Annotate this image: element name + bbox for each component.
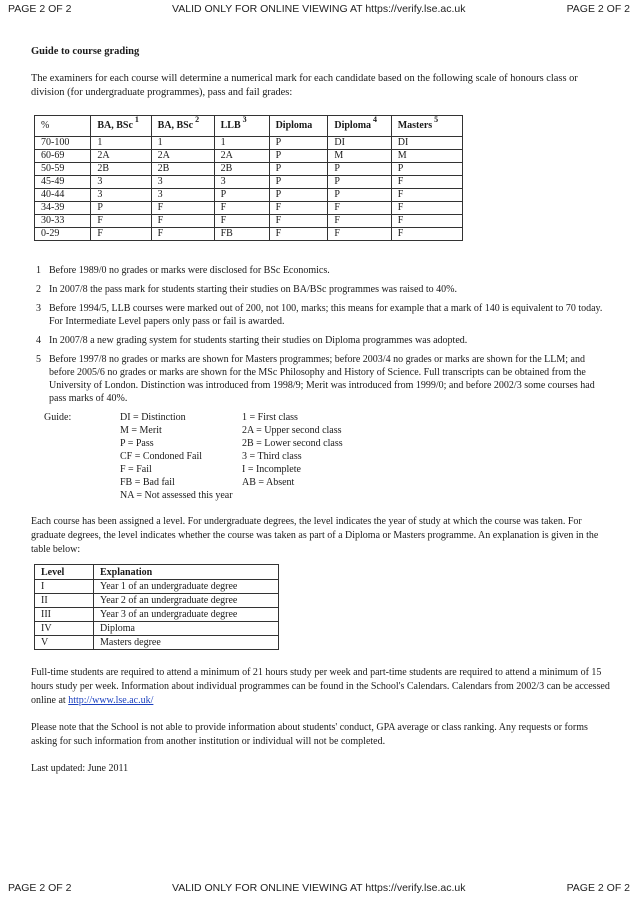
footnote-item	[31, 353, 611, 405]
grade-cell: F	[391, 215, 462, 228]
grade-row	[35, 215, 463, 228]
grade-cell: F	[328, 228, 391, 241]
footnote-text: Before 1989/0 no grades or marks were disclosed for BSc Economics.	[49, 265, 330, 276]
footnote-text: In 2007/8 a new grading system for students starting their studies on Diploma programmes was adopted.	[49, 335, 468, 346]
header-page-number-right: PAGE 2 OF 2	[566, 3, 630, 15]
grade-cell: 45-49	[35, 176, 91, 189]
guide-entry: NA = Not assessed this year	[120, 490, 233, 501]
grade-cell: F	[91, 228, 151, 241]
levels-paragraph: Each course has been assigned a level. For undergraduate degrees, the level indicates the year of study at which the course was taken. For graduate degrees, the level indicates whether the course was taken as part of a Diploma or Masters programme. An explanation is given in the table below:	[31, 516, 599, 555]
level-row	[35, 580, 279, 594]
guide-entry: CF = Condoned Fail	[120, 451, 203, 462]
level-cell: Year 3 of an undergraduate degree	[94, 608, 279, 622]
grade-cell: F	[151, 215, 214, 228]
grade-header-label: BA, BSc	[157, 120, 194, 131]
grade-cell: 30-33	[35, 215, 91, 228]
footnote-marker: 5	[434, 115, 439, 124]
guide-entry: 2B = Lower second class	[242, 438, 343, 449]
grade-cell: P	[328, 163, 391, 176]
grade-header-cell	[214, 116, 269, 137]
grade-cell: 40-44	[35, 189, 91, 202]
grade-cell: F	[391, 176, 462, 189]
grade-row	[35, 228, 463, 241]
grade-header-label: Diploma	[334, 120, 372, 131]
grade-row	[35, 176, 463, 189]
grade-cell: 2B	[151, 163, 214, 176]
grade-cell: P	[214, 189, 269, 202]
grade-cell: 70-100	[35, 137, 91, 150]
footnote-number: 4	[36, 335, 41, 346]
grade-cell: F	[151, 202, 214, 215]
grade-cell: M	[328, 150, 391, 163]
page-header	[0, 3, 638, 17]
study-hours-text: Full-time students are required to attend a minimum of 21 hours study per week and part-time students are required to attend a minimum of 15 hours study per week. Information about individual programmes can be found in the School's Calendars. Calendars from 2002/3 can be accessed online at	[31, 667, 610, 706]
grade-cell: P	[269, 137, 328, 150]
footnote-number: 1	[36, 265, 41, 276]
footer-verification-notice: VALID ONLY FOR ONLINE VIEWING AT https://verify.lse.ac.uk	[172, 882, 466, 894]
footnote-list	[31, 264, 611, 405]
grade-scale-table	[34, 115, 463, 241]
guide-entry: FB = Bad fail	[120, 477, 175, 488]
grade-cell: P	[269, 189, 328, 202]
grade-cell: P	[328, 189, 391, 202]
grade-cell: DI	[391, 137, 462, 150]
guide-entry: 3 = Third class	[242, 451, 302, 462]
grade-cell: 60-69	[35, 150, 91, 163]
study-hours-paragraph	[31, 666, 611, 708]
footnote-marker: 4	[373, 115, 378, 124]
grade-cell: F	[391, 228, 462, 241]
footnote-text: Before 1997/8 no grades or marks are shown for Masters programmes; before 2003/4 no grades or marks are shown for the LLM; and before 2005/6 no grades or marks are shown for the MSc Philosophy and History of Science. Full transcripts can be obtained from the University of London. Distinction was introduced from 1998/9; Merit was introduced from 1999/0; and before 2002/3 some courses had pass marks of 40%.	[49, 354, 595, 404]
footer-page-number-left: PAGE 2 OF 2	[8, 882, 72, 894]
grade-header-label: LLB	[220, 120, 241, 131]
grade-cell: F	[151, 228, 214, 241]
grade-cell: 50-59	[35, 163, 91, 176]
footnote-text: Before 1994/5, LLB courses were marked out of 200, not 100, marks; this means for example that a mark of 140 is equivalent to 70 today. For Intermediate Level papers only pass or fail is awarded.	[49, 303, 603, 327]
grade-cell: 2A	[91, 150, 151, 163]
grade-cell: M	[391, 150, 462, 163]
footnote-number: 5	[36, 354, 41, 365]
guide-label: Guide:	[44, 412, 72, 423]
guide-entry: I = Incomplete	[242, 464, 301, 475]
grade-cell: F	[269, 215, 328, 228]
grade-header-cell	[269, 116, 328, 137]
guide-entry: 2A = Upper second class	[242, 425, 342, 436]
footnote-item	[31, 264, 611, 277]
level-cell: V	[35, 636, 94, 650]
document-body	[31, 45, 611, 776]
level-cell: Diploma	[94, 622, 279, 636]
course-level-table	[34, 564, 279, 650]
level-row	[35, 594, 279, 608]
grade-cell: 0-29	[35, 228, 91, 241]
level-row	[35, 636, 279, 650]
grade-header-cell	[35, 116, 91, 137]
footnote-number: 3	[36, 303, 41, 314]
guide-entry: AB = Absent	[242, 477, 295, 488]
guide-column-class-grades	[242, 411, 343, 489]
guide-entry: M = Merit	[120, 425, 162, 436]
grade-cell: FB	[214, 228, 269, 241]
grade-cell: F	[91, 215, 151, 228]
level-header-cell: Level	[35, 565, 94, 580]
footer-page-number-right: PAGE 2 OF 2	[566, 882, 630, 894]
guide-column-letter-grades	[120, 411, 233, 502]
footnote-item	[31, 283, 611, 296]
level-header-cell: Explanation	[94, 565, 279, 580]
grade-cell: 34-39	[35, 202, 91, 215]
grade-cell: 3	[214, 176, 269, 189]
header-verification-notice: VALID ONLY FOR ONLINE VIEWING AT https://verify.lse.ac.uk	[172, 3, 466, 15]
grade-cell: F	[214, 215, 269, 228]
section-title: Guide to course grading	[31, 46, 140, 57]
footnote-text: In 2007/8 the pass mark for students starting their studies on BA/BSc programmes was raised to 40%.	[49, 284, 457, 295]
grade-header-cell	[391, 116, 462, 137]
grade-row	[35, 189, 463, 202]
grade-cell: 3	[91, 176, 151, 189]
grade-cell: 1	[91, 137, 151, 150]
grade-cell: F	[328, 215, 391, 228]
grade-cell: F	[269, 202, 328, 215]
grade-cell: 1	[214, 137, 269, 150]
guide-entry: F = Fail	[120, 464, 152, 475]
level-cell: II	[35, 594, 94, 608]
grade-cell: F	[391, 202, 462, 215]
grade-row	[35, 150, 463, 163]
grade-row	[35, 137, 463, 150]
grade-cell: 2A	[151, 150, 214, 163]
grade-header-cell	[91, 116, 151, 137]
guide-entry: P = Pass	[120, 438, 154, 449]
level-row	[35, 622, 279, 636]
grade-header-cell	[328, 116, 391, 137]
level-cell: III	[35, 608, 94, 622]
grade-cell: P	[269, 163, 328, 176]
grade-header-label: BA, BSc	[97, 120, 133, 131]
grade-header-label: Diploma	[275, 120, 313, 131]
grade-cell: P	[269, 176, 328, 189]
level-cell: Year 2 of an undergraduate degree	[94, 594, 279, 608]
header-page-number-left: PAGE 2 OF 2	[8, 3, 72, 15]
footnote-marker: 1	[134, 115, 139, 124]
grade-cell: F	[214, 202, 269, 215]
grade-cell: 2B	[214, 163, 269, 176]
grade-row	[35, 202, 463, 215]
level-cell: IV	[35, 622, 94, 636]
level-cell: Masters degree	[94, 636, 279, 650]
grade-cell: F	[269, 228, 328, 241]
footnote-item	[31, 334, 611, 347]
page-footer	[0, 882, 638, 896]
level-row	[35, 608, 279, 622]
footnote-marker: 2	[195, 115, 200, 124]
grade-cell: 2B	[91, 163, 151, 176]
intro-paragraph: The examiners for each course will determine a numerical mark for each candidate based on the following scale of honours class or division (for undergraduate programmes), pass and fail grades:	[31, 73, 578, 98]
grade-cell: 3	[151, 189, 214, 202]
grade-header-label: %	[41, 120, 50, 131]
grade-row	[35, 163, 463, 176]
grade-cell: P	[269, 150, 328, 163]
grade-cell: 3	[151, 176, 214, 189]
calendars-link[interactable]: http://www.lse.ac.uk/	[68, 695, 154, 706]
guide-entry: DI = Distinction	[120, 412, 186, 423]
conduct-paragraph: Please note that the School is not able to provide information about students' conduct, GPA average or class ranking. Any requests or forms asking for such information from another institution or individual will not be completed.	[31, 722, 588, 747]
grade-cell: 1	[151, 137, 214, 150]
guide-entry: 1 = First class	[242, 412, 298, 423]
grade-cell: P	[391, 163, 462, 176]
grade-cell: F	[391, 189, 462, 202]
last-updated: Last updated: June 2011	[31, 763, 129, 774]
grade-cell: P	[91, 202, 151, 215]
grade-cell: 3	[91, 189, 151, 202]
grade-header-cell	[151, 116, 214, 137]
level-cell: Year 1 of an undergraduate degree	[94, 580, 279, 594]
footnote-number: 2	[36, 284, 41, 295]
grade-cell: F	[328, 202, 391, 215]
footnote-marker: 3	[242, 115, 247, 124]
grade-cell: DI	[328, 137, 391, 150]
grade-header-label: Masters	[397, 120, 433, 131]
grade-cell: 2A	[214, 150, 269, 163]
grade-cell: P	[328, 176, 391, 189]
footnote-item	[31, 302, 611, 328]
level-cell: I	[35, 580, 94, 594]
grade-guide	[31, 411, 611, 505]
